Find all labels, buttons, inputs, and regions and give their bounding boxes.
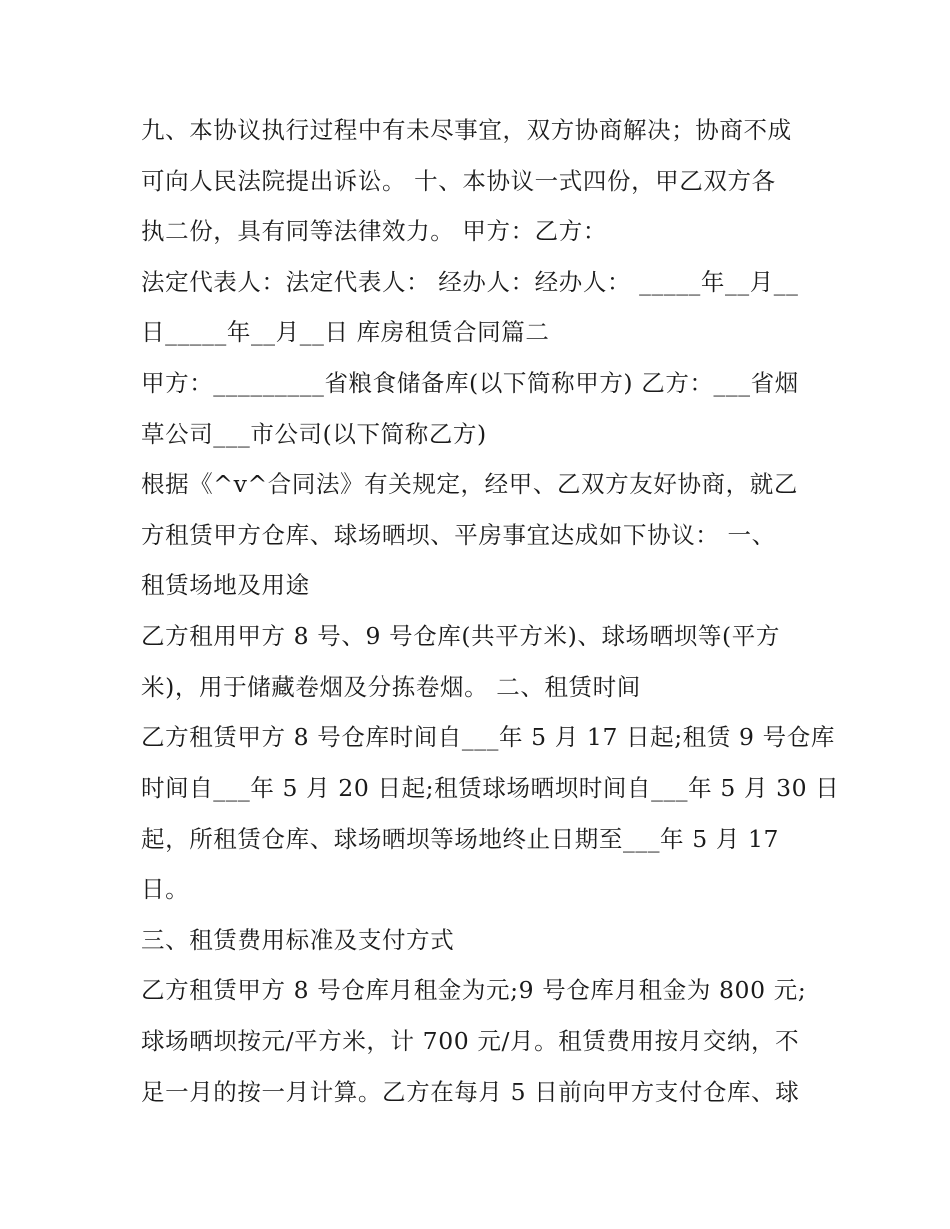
text-line: 乙方租赁甲方 8 号仓库时间自___年 5 月 17 日起;租赁 9 号仓库 (141, 723, 835, 751)
text-line: 九、本协议执行过程中有未尽事宜，双方协商解决；协商不成 (141, 116, 792, 144)
text-line: 米)，用于储藏卷烟及分拣卷烟。 二、租赁时间 (141, 673, 641, 701)
text-line: 租赁场地及用途 (141, 571, 310, 599)
text-line: 日。 (141, 875, 190, 903)
text-line: 时间自___年 5 月 20 日起;租赁球场晒坝时间自___年 5 月 30 日 (141, 774, 840, 802)
text-line: 草公司___市公司(以下简称乙方) (141, 420, 487, 448)
text-line: 乙方租赁甲方 8 号仓库月租金为元;9 号仓库月租金为 800 元; (141, 976, 807, 1004)
text-line: 根据《^v^合同法》有关规定，经甲、乙双方友好协商，就乙 (141, 470, 798, 498)
text-line: 可向人民法院提出诉讼。 十、本协议一式四份，甲乙双方各 (141, 167, 776, 195)
text-line: 执二份，具有同等法律效力。 甲方：乙方： (141, 217, 607, 245)
text-line: 甲方：_________省粮食储备库(以下简称甲方) 乙方：___省烟 (141, 369, 799, 397)
text-line: 法定代表人：法定代表人： 经办人：经办人： _____年__月__ (141, 268, 799, 296)
text-line: 三、租赁费用标准及支付方式 (141, 926, 455, 954)
text-line: 起，所租赁仓库、球场晒坝等场地终止日期至___年 5 月 17 (141, 825, 780, 853)
text-line: 日_____年__月__日 库房租赁合同篇二 (141, 318, 550, 346)
text-line: 乙方租用甲方 8 号、9 号仓库(共平方米)、球场晒坝等(平方 (141, 622, 780, 650)
text-line: 球场晒坝按元/平方米，计 700 元/月。租赁费用按月交纳，不 (141, 1027, 800, 1055)
text-line: 方租赁甲方仓库、球场晒坝、平房事宜达成如下协议： 一、 (141, 521, 776, 549)
text-line: 足一月的按一月计算。乙方在每月 5 日前向甲方支付仓库、球 (141, 1078, 800, 1106)
